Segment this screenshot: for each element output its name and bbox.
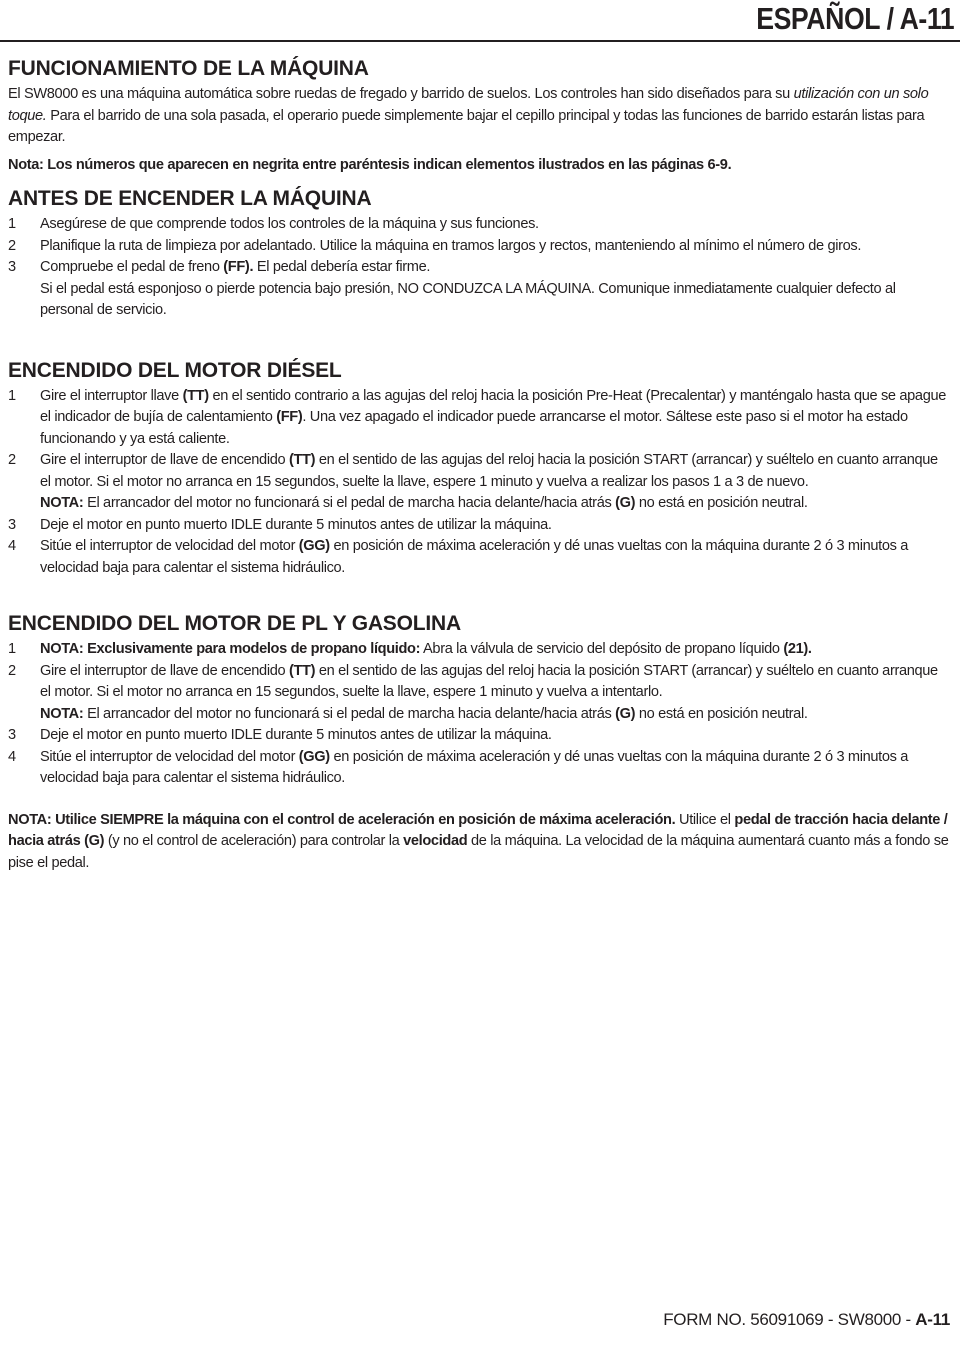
step-text: Asegúrese de que comprende todos los controles de la máquina y sus funciones. [40,216,539,232]
step-text: Gire el interruptor llave [40,387,183,404]
intro-paragraph [8,84,952,149]
heading-diesel: ENCENDIDO DEL MOTOR DIÉSEL [8,358,342,382]
gasolina-step-4 [8,747,952,790]
antes-step-3 [8,257,952,322]
nota-paragraph: Nota: Los números que aparecen en negrita entre paréntesis indican elementos ilustrados en las páginas 6-9. [8,156,732,173]
step-number: 2 [8,662,16,679]
diesel-step-4 [8,536,952,579]
heading-funcionamiento: FUNCIONAMIENTO DE LA MÁQUINA [8,57,369,80]
header-divider [0,40,960,42]
step-ref: (GG) [298,538,330,554]
step-number: 4 [8,748,16,765]
step-text: Gire el interruptor de llave de encendido [40,452,289,468]
final-nota-text: (y no el control de aceleración) para controlar la [104,833,404,849]
step-text: Compruebe el pedal de freno [40,259,224,275]
heading-antes: ANTES DE ENCENDER LA MÁQUINA [8,187,372,210]
antes-step-1 [8,214,952,236]
step-text: en el sentido contrario a las agujas del reloj hacia la posición Pre-Heat (Precalentar) y manténgalo hasta que se apague el indicador de bujía de calentamiento [40,387,946,425]
step-ref: (FF) [276,409,303,425]
step-ref: (TT) [288,662,316,679]
step-text: en posición de máxima aceleración y dé unas vueltas con la máquina durante 2 ó 3 minutos a velocidad baja para calentar el sistema hidráulico. [40,748,909,786]
footer-form-number: FORM NO. 56091069 - SW8000 - [663,1310,916,1329]
page-footer [663,1310,950,1330]
antes-steps [8,214,952,322]
step-ref: (FF). [223,259,254,275]
step-number: 2 [8,237,16,254]
gasolina-step-3 [8,725,952,747]
final-nota-text: Utilice el [675,811,735,828]
final-nota-text: de la máquina. La velocidad de la máquina aumentará cuanto más a fondo se pise el pedal. [8,833,949,871]
diesel-step-2 [8,450,952,515]
step-text: . Una vez apagado el indicador puede arrancarse el motor. Sáltese este paso si el motor ha estado funcionando y ya está caliente. [40,409,908,447]
gasolina-step-2 [8,661,952,726]
page-header-title: ESPAÑOL / A-11 [756,1,954,36]
step-number: 4 [8,538,16,554]
step-text: El pedal debería estar firme. [253,259,431,275]
step-text: en el sentido de las agujas del reloj hacia la posición START (arrancar) y suéltelo en cuanto arranque el motor. Si el motor no arranca en 15 segundos, suelte la llave, espere 1 minuto y vuelva a realizar los pasos 1 a 3 de nuevo. [40,452,938,490]
nota-label: NOTA: [40,495,84,511]
step-ref: (G) [615,495,636,511]
intro-text-italic: utilización con un solo toque. [8,86,929,124]
step-text: Deje el motor en punto muerto IDLE durante 5 minutos antes de utilizar la máquina. [40,727,552,743]
step-note: Si el pedal está esponjoso o pierde potencia bajo presión, NO CONDUZCA LA MÁQUINA. Comunique inmediatamente cualquier defecto al personal de servicio. [40,280,896,318]
step-text: Abra la válvula de servicio del depósito de propano líquido [420,641,784,657]
nota-text: El arrancador del motor no funcionará si el pedal de marcha hacia delante/hacia atrás [83,705,616,722]
nota-text: no está en posición neutral. [635,705,808,722]
step-text: Deje el motor en punto muerto IDLE durante 5 minutos antes de utilizar la máquina. [40,516,552,533]
footer-page-number: A-11 [915,1310,950,1329]
final-nota-paragraph [8,810,952,875]
step-text: Sitúe el interruptor de velocidad del motor [40,538,299,554]
step-number: 2 [8,452,16,468]
nota-text: no está en posición neutral. [635,495,808,511]
step-ref: (GG) [298,748,330,765]
final-nota-bold: velocidad [403,833,468,849]
gasolina-steps [8,639,952,790]
final-nota-bold: pedal de tracción hacia delante / hacia atrás (G) [8,811,948,849]
step-number: 1 [8,216,16,232]
step-ref: (21). [783,641,812,657]
step-text: Sitúe el interruptor de velocidad del motor [40,748,299,765]
nota-label: NOTA: Exclusivamente para modelos de propano líquido: [40,641,421,657]
diesel-step-3 [8,515,952,537]
heading-gasolina: ENCENDIDO DEL MOTOR DE PL Y GASOLINA [8,612,461,635]
step-text: en el sentido de las agujas del reloj hacia la posición START (arrancar) y suéltelo en cuanto arranque el motor. Si el motor no arranca en 15 segundos, suelte la llave, espere 1 minuto y vuelva a intentarlo. [40,662,938,700]
antes-step-2 [8,236,952,258]
step-text: en posición de máxima aceleración y dé unas vueltas con la máquina durante 2 ó 3 minutos a velocidad baja para calentar el sistema hidráulico. [40,538,909,576]
diesel-steps [8,386,952,580]
step-number: 1 [8,641,16,657]
final-nota-bold: NOTA: Utilice SIEMPRE la máquina con el control de aceleración en posición de máxima aceleración. [8,811,676,828]
gasolina-step-1 [8,639,952,661]
diesel-step-1 [8,386,952,451]
nota-text: El arrancador del motor no funcionará si el pedal de marcha hacia delante/hacia atrás [83,495,616,511]
step-text: Planifique la ruta de limpieza por adelantado. Utilice la máquina en tramos largos y rectos, manteniendo al mínimo el número de giros. [40,237,862,254]
intro-text-b: Para el barrido de una sola pasada, el operario puede simplemente bajar el cepillo principal y todas las funciones de barrido estarán listas para empezar. [8,107,925,145]
step-number: 3 [8,727,16,743]
step-number: 3 [8,516,16,533]
step-number: 1 [8,387,16,404]
step-ref: (G) [615,705,636,722]
document-body [8,46,952,874]
step-ref: (TT) [182,387,209,404]
step-text: Gire el interruptor de llave de encendido [40,662,289,679]
intro-text-a: El SW8000 es una máquina automática sobre ruedas de fregado y barrido de suelos. Los controles han sido diseñados para su [8,86,794,102]
step-number: 3 [8,259,16,275]
step-ref: (TT) [288,452,316,468]
nota-label: NOTA: [40,705,84,722]
